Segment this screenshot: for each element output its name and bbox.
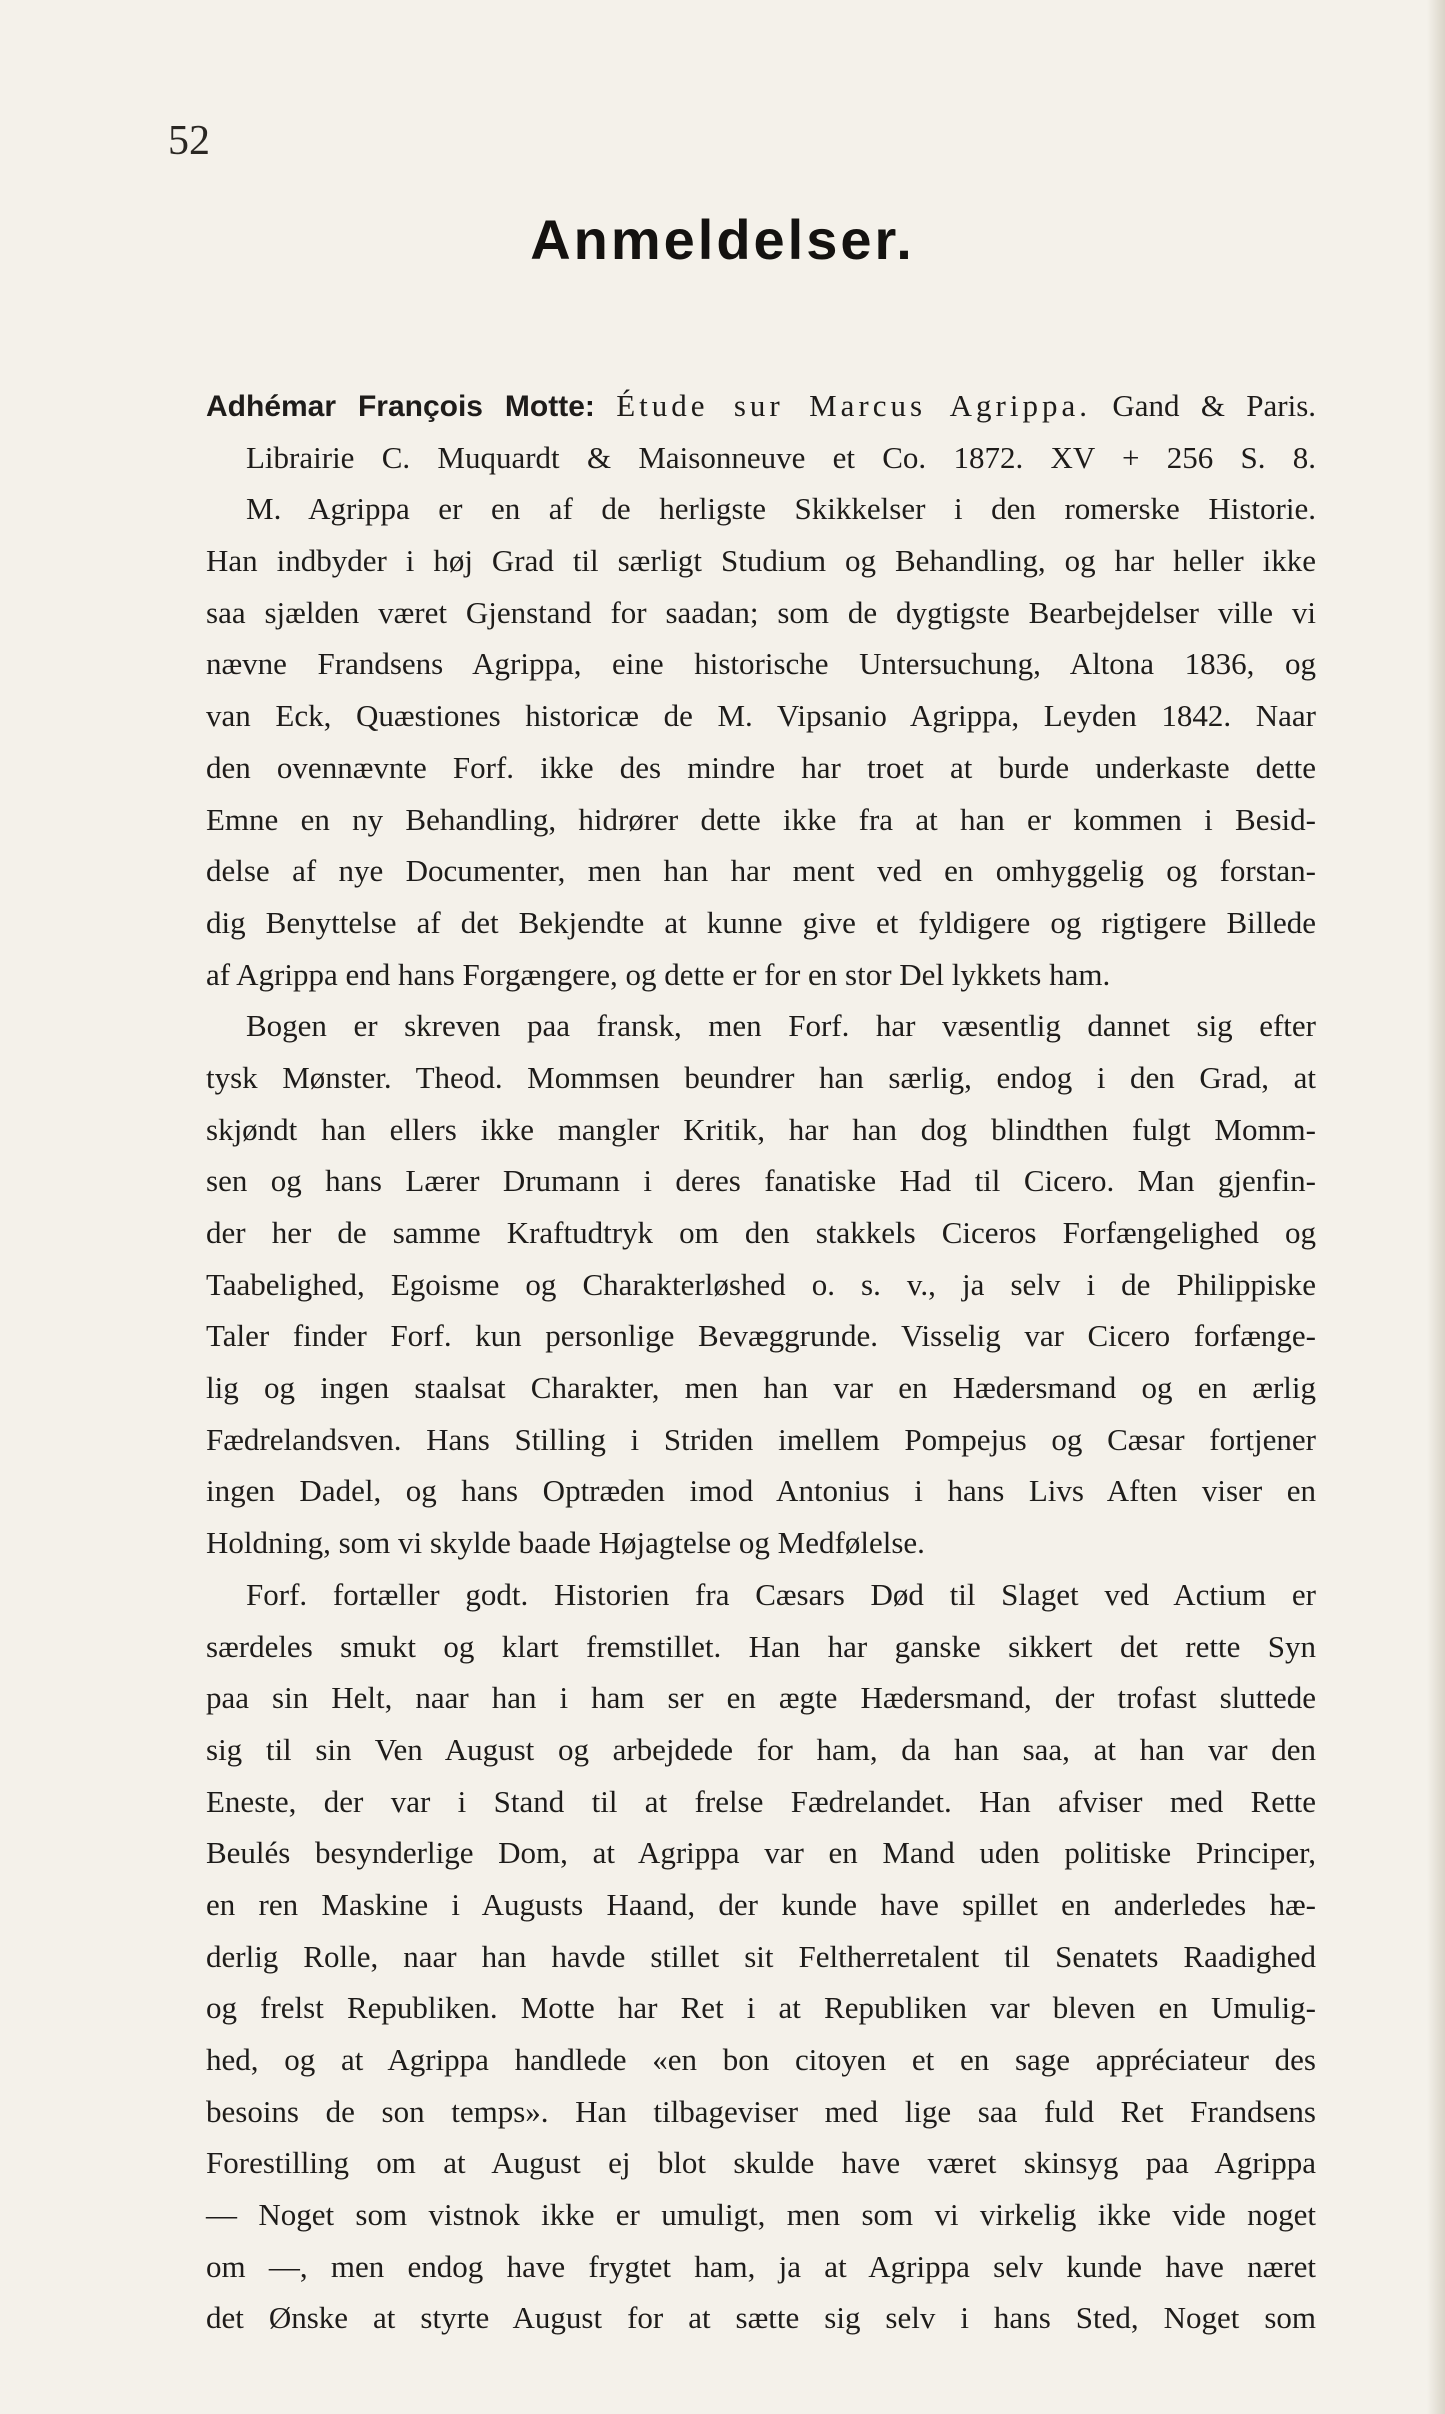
body-line: nævne Frandsens Agrippa, eine historische Untersuchung, Altona 1836, og (206, 646, 1316, 682)
body-line: paa sin Helt, naar han i ham ser en ægte Hædersmand, der trofast sluttede (206, 1680, 1316, 1716)
body-line: ingen Dadel, og hans Optræden imod Antonius i hans Livs Aften viser en (206, 1473, 1316, 1509)
body-line: en ren Maskine i Augusts Haand, der kunde have spillet en anderledes hæ- (206, 1886, 1316, 1922)
review-header-line (206, 380, 1316, 432)
body-line: Forf. fortæller godt. Historien fra Cæsars Død til Slaget ved Actium er (246, 1576, 1316, 1612)
body-line: hed, og at Agrippa handlede «en bon citoyen et en sage appréciateur des (206, 2042, 1316, 2077)
body-line: og frelst Republiken. Motte har Ret i at Republiken var bleven en Umulig- (206, 1990, 1316, 2026)
review-publisher-place: Gand & Paris. (1112, 388, 1317, 423)
body-line: om —, men endog have frygtet ham, ja at Agrippa selv kunde have næret (206, 2248, 1316, 2284)
body-line: delse af nye Documenter, men han har ment ved en omhyggelig og forstan- (206, 853, 1316, 889)
body-line: der her de samme Kraftudtryk om den stakkels Ciceros Forfængelighed og (206, 1215, 1316, 1250)
body-line: særdeles smukt og klart fremstillet. Han har ganske sikkert det rette Syn (206, 1628, 1316, 1664)
body-line: sig til sin Ven August og arbejdede for ham, da han saa, at han var den (206, 1731, 1316, 1767)
page-number: 52 (168, 118, 210, 164)
review-publisher-line: Librairie C. Muquardt & Maisonneuve et Co. 1872. XV + 256 S. 8. (246, 439, 1316, 475)
body-line: van Eck, Quæstiones historicæ de M. Vipsanio Agrippa, Leyden 1842. Naar (206, 698, 1316, 734)
body-line: tysk Mønster. Theod. Mommsen beundrer han særlig, endog i den Grad, at (206, 1059, 1316, 1095)
body-line: — Noget som vistnok ikke er umuligt, men som vi virkelig ikke vide noget (206, 2197, 1316, 2233)
body-line: den ovennævnte Forf. ikke des mindre har troet at burde underkaste dette (206, 749, 1316, 785)
body-line: Bogen er skreven paa fransk, men Forf. har væsentlig dannet sig efter (246, 1008, 1316, 1044)
section-title: Anmeldelser. (530, 208, 915, 271)
body-line: Fædrelandsven. Hans Stilling i Striden imellem Pompejus og Cæsar fortjener (206, 1421, 1316, 1457)
body-line: Forestilling om at August ej blot skulde have været skinsyg paa Agrippa (206, 2145, 1316, 2181)
body-line: Taabelighed, Egoisme og Charakterløshed o. s. v., ja selv i de Philippiske (206, 1266, 1316, 1302)
body-line: sen og hans Lærer Drumann i deres fanatiske Had til Cicero. Man gjenfin- (206, 1163, 1316, 1199)
body-line: af Agrippa end hans Forgængere, og dette er for en stor Del lykkets ham. (206, 956, 1111, 992)
body-line: Beulés besynderlige Dom, at Agrippa var en Mand uden politiske Principer, (206, 1835, 1316, 1871)
body-line: saa sjælden været Gjenstand for saadan; som de dygtigste Bearbejdelser ville vi (206, 594, 1316, 630)
body-line: derlig Rolle, naar han havde stillet sit Feltherretalent til Senatets Raadighed (206, 1938, 1316, 1974)
body-line: Taler finder Forf. kun personlige Bevæggrunde. Visselig var Cicero forfænge- (206, 1318, 1316, 1354)
body-line: Emne en ny Behandling, hidrører dette ikke fra at han er kommen i Besid- (206, 801, 1316, 837)
review-author: Adhémar François Motte: (206, 390, 595, 423)
body-line: det Ønske at styrte August for at sætte sig selv i hans Sted, Noget som (206, 2300, 1316, 2336)
body-line: Han indbyder i høj Grad til særligt Studium og Behandling, og har heller ikke (206, 543, 1316, 579)
body-line: lig og ingen staalsat Charakter, men han var en Hædersmand og en ærlig (206, 1370, 1316, 1406)
body-line: Eneste, der var i Stand til at frelse Fædrelandet. Han afviser med Rette (206, 1783, 1316, 1819)
review-text (206, 380, 1316, 2344)
body-line: M. Agrippa er en af de herligste Skikkelser i den romerske Historie. (246, 491, 1316, 527)
body-line: besoins de son temps». Han tilbageviser med lige saa fuld Ret Frandsens (206, 2093, 1316, 2129)
page-edge-shadow (1427, 0, 1445, 2414)
body-line: Holdning, som vi skylde baade Højagtelse og Medfølelse. (206, 1525, 925, 1561)
body-line: dig Benyttelse af det Bekjendte at kunne give et fyldigere og rigtigere Billede (206, 904, 1316, 940)
body-line: skjøndt han ellers ikke mangler Kritik, har han dog blindthen fulgt Momm- (206, 1111, 1316, 1147)
review-book-title: Étude sur Marcus Agrippa. (616, 388, 1091, 423)
